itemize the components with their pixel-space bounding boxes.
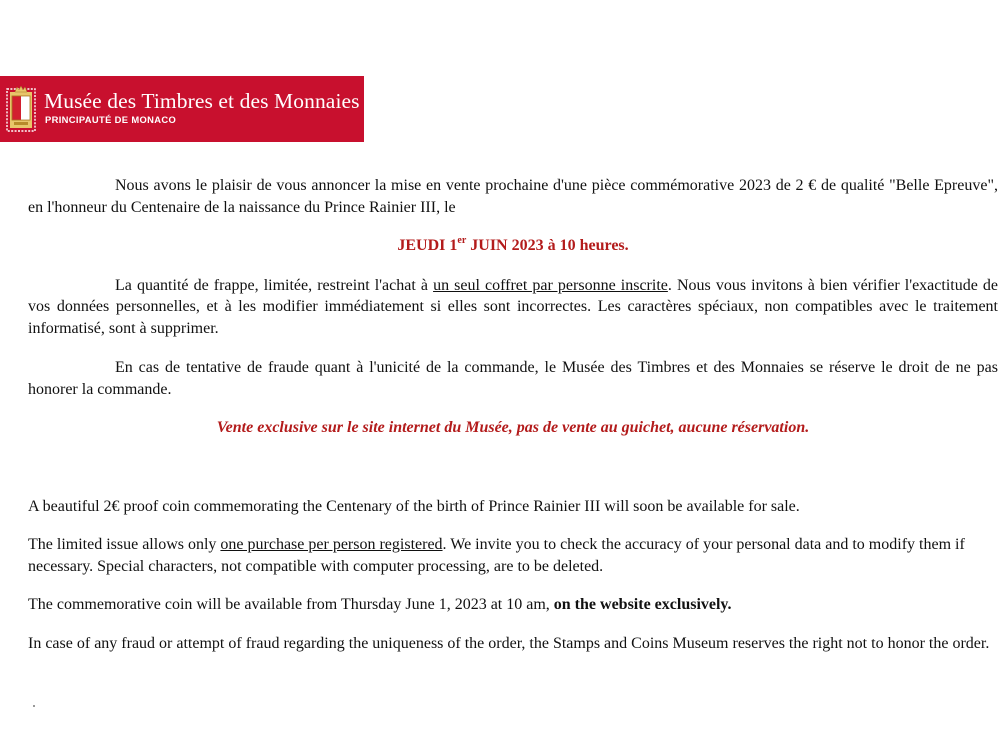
monaco-seal-icon xyxy=(6,83,36,133)
brand-title: Musée des Timbres et des Monnaies xyxy=(44,89,360,113)
sale-date-part2: JUIN 2023 à 10 heures. xyxy=(466,237,629,254)
english-availability-paragraph xyxy=(28,594,998,616)
english-quantity-paragraph xyxy=(28,534,998,577)
sale-date-part1: JEUDI 1 xyxy=(397,237,458,254)
french-quantity-text-start: La quantité de frappe, limitée, restreint l'achat à xyxy=(115,276,434,294)
sale-date-heading xyxy=(28,235,998,257)
french-quantity-limit: un seul coffret par personne inscrite xyxy=(433,276,668,294)
english-availability-text: The commemorative coin will be available from Thursday June 1, 2023 at 10 am, xyxy=(28,596,554,613)
english-quantity-limit: one purchase per person registered xyxy=(220,536,443,553)
sale-date-ordinal: er xyxy=(457,234,467,246)
french-intro-paragraph: Nous avons le plaisir de vous annoncer la mise en vente prochaine d'une pièce commémorative 2023 de 2 € de qualité "Belle Epreuve", en l'honneur du Centenaire de la naissance du Prince Rainier III, le xyxy=(28,177,998,216)
english-fraud-paragraph: In case of any fraud or attempt of fraud regarding the uniqueness of the order, the Stamps and Coins Museum reserves the right not to honor the order. xyxy=(28,634,990,652)
museum-logo-banner xyxy=(0,76,364,142)
french-quantity-text-end: . Nous vous invitons à bien vérifier l'exactitude de vos données personnelles, et à les modifier immédiatement si elles sont incorrectes. Les caractères spéciaux, non compatibles avec le traitement informatisé, sont à supprimer. xyxy=(28,276,998,337)
english-quantity-text-start: The limited issue allows only xyxy=(28,536,221,553)
french-quantity-paragraph xyxy=(28,275,998,340)
brand-subtitle: PRINCIPAUTÉ DE MONACO xyxy=(45,114,177,125)
english-availability-emphasis: on the website exclusively. xyxy=(553,596,732,613)
english-quantity-text-end: . We invite you to check the accuracy of your personal data and to modify them if necessary. Special characters, not compatible with computer processing, are to be deleted. xyxy=(28,536,965,575)
french-fraud-paragraph: En cas de tentative de fraude quant à l'unicité de la commande, le Musée des Timbres et des Monnaies se réserve le droit de ne pas honorer la commande. xyxy=(28,359,998,398)
announcement-body xyxy=(28,175,998,654)
scan-dot xyxy=(33,705,35,707)
english-intro-paragraph: A beautiful 2€ proof coin commemorating the Centenary of the birth of Prince Rainier III will soon be available for sale. xyxy=(28,497,800,515)
exclusive-sale-notice: Vente exclusive sur le site internet du Musée, pas de vente au guichet, aucune réservation. xyxy=(216,419,810,436)
